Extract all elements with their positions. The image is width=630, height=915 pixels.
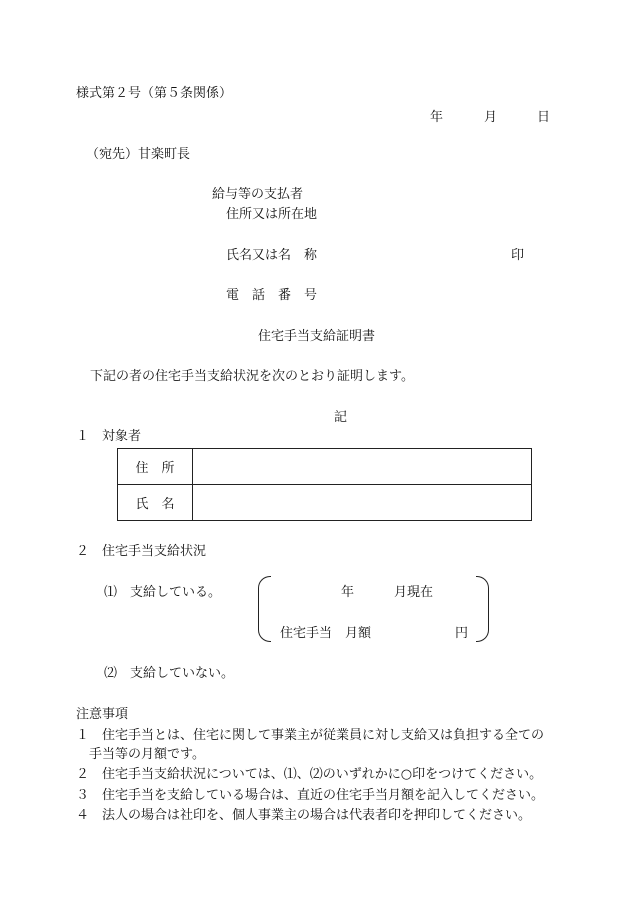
- payer-address-label: 住所又は所在地: [226, 207, 318, 222]
- table-row: [118, 449, 532, 485]
- address-label-cell: 住 所: [118, 449, 193, 485]
- date-month: 月: [484, 110, 498, 125]
- option1-yen: 円: [455, 626, 469, 641]
- option1-year: 年: [341, 585, 355, 600]
- section2-title: ２ 住宅手当支給状況: [76, 544, 207, 559]
- note-item-3: ３ 住宅手当を支給している場合は、直近の住宅手当月額を記入してください。: [76, 788, 545, 803]
- date-day: 日: [537, 110, 551, 125]
- addressee: （宛先）甘楽町長: [86, 147, 191, 162]
- note-item-1-cont: 手当等の月額です。: [76, 747, 205, 762]
- payer-name-label: 氏名又は名 称: [226, 248, 318, 263]
- form-number: 様式第２号（第５条関係）: [76, 86, 233, 101]
- option2-label: ⑵ 支給していない。: [104, 666, 235, 681]
- payer-heading: 給与等の支払者: [212, 187, 304, 202]
- section1-title: １ 対象者: [76, 429, 142, 444]
- name-label-cell: 氏 名: [118, 485, 193, 521]
- left-bracket: [258, 576, 271, 642]
- date-year: 年: [430, 110, 444, 125]
- note-item-2: ２ 住宅手当支給状況については、⑴、⑵のいずれかに○印をつけてください。: [76, 767, 543, 782]
- document-title: 住宅手当支給証明書: [258, 329, 376, 344]
- payer-phone-label: 電 話 番 号: [226, 288, 318, 303]
- table-row: [118, 485, 532, 521]
- notes-title: 注意事項: [76, 707, 129, 722]
- note-item-4: ４ 法人の場合は社印を、個人事業主の場合は代表者印を押印してください。: [76, 808, 532, 823]
- target-person-table: [117, 448, 532, 521]
- option1-monthly-label: 住宅手当 月額: [280, 626, 372, 641]
- option1-month-current: 月現在: [394, 585, 434, 600]
- right-bracket: [476, 576, 489, 642]
- note-item-1: １ 住宅手当とは、住宅に関して事業主が従業員に対し支給又は負担する全ての: [76, 728, 545, 743]
- name-value-cell[interactable]: [193, 485, 532, 521]
- intro-text: 下記の者の住宅手当支給状況を次のとおり証明します。: [90, 369, 414, 384]
- address-value-cell[interactable]: [193, 449, 532, 485]
- seal-mark: 印: [511, 248, 525, 263]
- option1-label: ⑴ 支給している。: [104, 585, 222, 600]
- ki-heading: 記: [334, 410, 348, 425]
